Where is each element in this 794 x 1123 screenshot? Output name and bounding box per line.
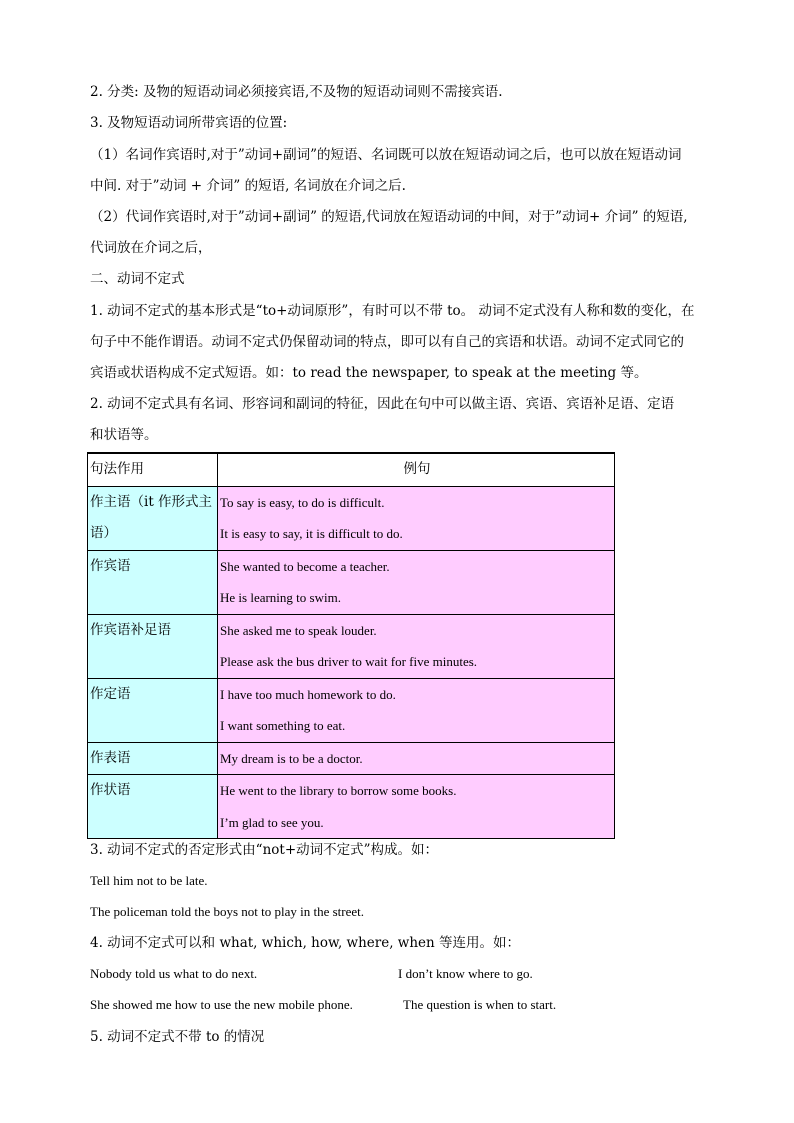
example-sentence: Please ask the bus driver to wait for five minutes. (220, 654, 478, 669)
example-cell (218, 678, 615, 742)
example-sentence: It is easy to say, it is difficult to do. (220, 526, 403, 541)
table-row (88, 614, 615, 678)
table-row (88, 550, 615, 614)
example-wh-1-left: Nobody told us what to do next. (90, 966, 258, 981)
table-row (88, 775, 615, 839)
example-sentence: I have too much homework to do. (220, 686, 396, 702)
paragraph-noun-object-1: （1）名词作宾语时,对于”动词+副词”的短语、名词既可以放在短语动词之后，也可以放在短语动词 (90, 147, 682, 163)
example-sentence: I want something to eat. (220, 718, 346, 733)
role-cell: 作表语 (88, 742, 218, 775)
example-cell (218, 550, 615, 614)
paragraph-infinitive-form-3: 宾语或状语构成不定式短语。如：to read the newspaper, to speak at the meeting 等。 (90, 365, 648, 381)
paragraph-wh-words: 4. 动词不定式可以和 what, which, how, where, when 等连用。如： (90, 935, 521, 951)
table-row (88, 742, 615, 775)
role-cell: 作宾语补足语 (88, 614, 218, 678)
example-sentence: He is learning to swim. (220, 590, 341, 605)
example-cell (218, 614, 615, 678)
example-sentence: My dream is to be a doctor. (220, 750, 363, 766)
paragraph-infinitive-form-1: 1. 动词不定式的基本形式是“to+动词原形”，有时可以不带 to。 动词不定式没有人称和数的变化，在 (90, 303, 695, 319)
table-header-role: 句法作用 (88, 453, 218, 486)
example-sentence: She asked me to speak louder. (220, 622, 377, 638)
paragraph-negative-form: 3. 动词不定式的否定形式由“not+动词不定式”构成。如： (90, 842, 439, 858)
example-wh-1-right: I don’t know where to go. (398, 966, 533, 981)
example-sentence: To say is easy, to do is difficult. (220, 494, 385, 510)
section-heading-infinitive: 二、动词不定式 (90, 271, 185, 287)
role-cell: 作定语 (88, 678, 218, 742)
role-cell: 作主语（it 作形式主语） (88, 486, 218, 550)
example-wh-2-left: She showed me how to use the new mobile phone. (90, 997, 353, 1012)
paragraph-infinitive-features-2: 和状语等。 (90, 427, 158, 443)
paragraph-pronoun-object-1: （2）代词作宾语时,对于”动词+副词” 的短语,代词放在短语动词的中间，对于”动词+ 介词” 的短语, (90, 209, 688, 225)
role-cell: 作宾语 (88, 550, 218, 614)
role-cell: 作状语 (88, 775, 218, 839)
infinitive-usage-table (87, 452, 615, 839)
paragraph-infinitive-form-2: 句子中不能作谓语。动词不定式仍保留动词的特点，即可以有自己的宾语和状语。动词不定式同它的 (90, 334, 684, 350)
example-negative-1: Tell him not to be late. (90, 873, 208, 888)
paragraph-classification: 2. 分类: 及物的短语动词必须接宾语,不及物的短语动词则不需接宾语. (90, 84, 503, 100)
example-sentence: I’m glad to see you. (220, 814, 324, 830)
example-sentence: He went to the library to borrow some books. (220, 783, 457, 798)
example-cell (218, 775, 615, 839)
paragraph-bare-infinitive: 5. 动词不定式不带 to 的情况 (90, 1029, 265, 1045)
table-row (88, 486, 615, 550)
table-header-row (88, 453, 615, 486)
table-header-example: 例句 (218, 453, 615, 486)
example-sentence: She wanted to become a teacher. (220, 558, 390, 574)
paragraph-infinitive-features-1: 2. 动词不定式具有名词、形容词和副词的特征，因此在句中可以做主语、宾语、宾语补足语、定语 (90, 396, 675, 412)
example-wh-2-right: The question is when to start. (403, 997, 557, 1012)
example-cell (218, 742, 615, 775)
paragraph-noun-object-2: 中间. 对于”动词 + 介词” 的短语, 名词放在介词之后. (90, 178, 406, 194)
example-cell (218, 486, 615, 550)
paragraph-object-position: 3. 及物短语动词所带宾语的位置: (90, 115, 288, 131)
paragraph-pronoun-object-2: 代词放在介词之后， (90, 240, 212, 256)
table-row (88, 678, 615, 742)
example-negative-2: The policeman told the boys not to play in the street. (90, 904, 365, 919)
